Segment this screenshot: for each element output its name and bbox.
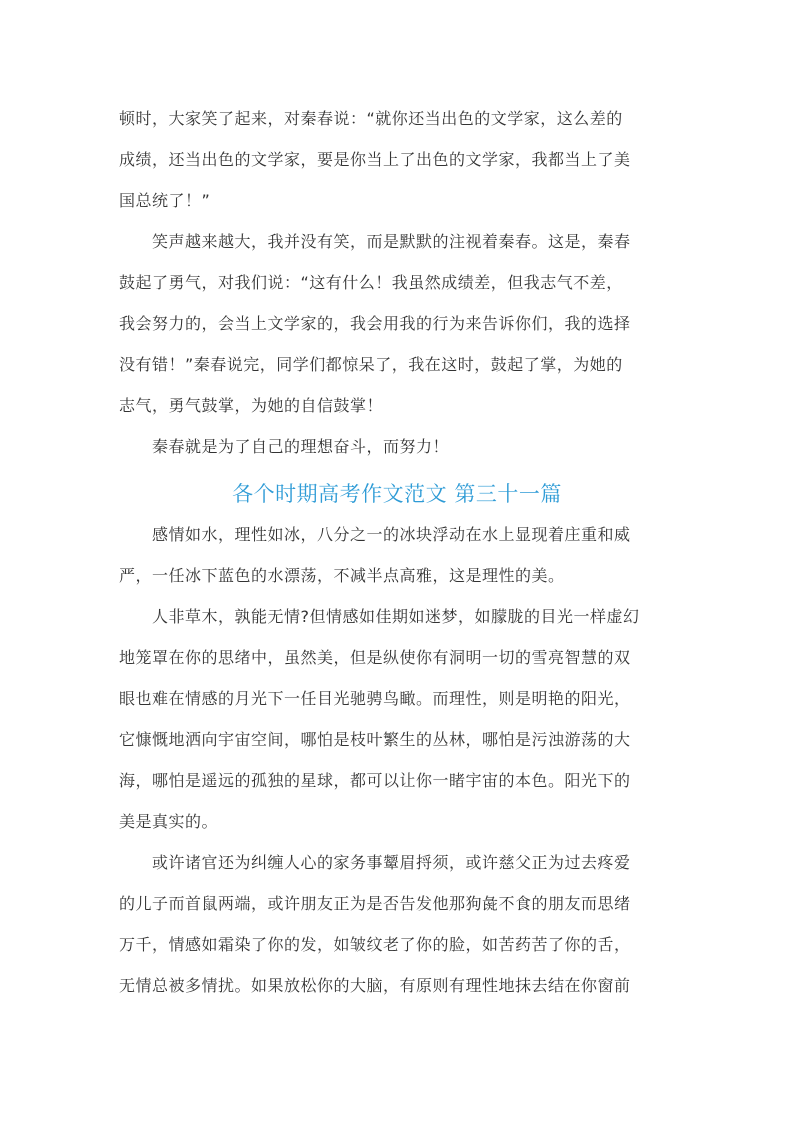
- text-line: 笑声越来越大，我并没有笑，而是默默的注视着秦春。这是，秦春: [119, 232, 631, 251]
- paragraph-block-2: [119, 514, 679, 1006]
- text-line: 的儿子而首鼠两端，或许朋友正为是否告发他那狗彘不食的朋友而思绪: [119, 894, 631, 913]
- text-line: 感情如水，理性如冰，八分之一的冰块浮动在水上显现着庄重和威: [119, 525, 631, 544]
- paragraph-block-1: [119, 98, 679, 467]
- section-heading: 各个时期高考作文范文 第三十一篇: [232, 482, 562, 506]
- text-line: 无情总被多情扰。如果放松你的大脑，有原则有理性地抹去结在你窗前: [119, 976, 631, 995]
- text-line: 海，哪怕是遥远的孤独的星球，都可以让你一睹宇宙的本色。阳光下的: [119, 771, 631, 790]
- text-line: 秦春就是为了自己的理想奋斗，而努力！: [119, 437, 450, 456]
- text-line: 成绩，还当出色的文学家，要是你当上了出色的文学家，我都当上了美: [119, 150, 631, 169]
- text-line: 它慷慨地洒向宇宙空间，哪怕是枝叶繁生的丛林，哪怕是污浊游荡的大: [119, 730, 631, 749]
- text-line: 美是真实的。: [119, 812, 219, 831]
- text-line: 严，一任冰下蓝色的水漂荡，不减半点高雅，这是理性的美。: [119, 566, 565, 585]
- text-line: 人非草木，孰能无情?但情感如佳期如迷梦，如朦胧的目光一样虚幻: [119, 607, 640, 626]
- text-line: 顿时，大家笑了起来，对秦春说：“就你还当出色的文学家，这么差的: [119, 109, 623, 128]
- text-line: 万千，情感如霜染了你的发，如皱纹老了你的脸，如苦药苦了你的舌，: [119, 935, 631, 954]
- text-line: 眼也难在情感的月光下一任目光驰骋鸟瞰。而理性，则是明艳的阳光，: [119, 689, 631, 708]
- text-line: 国总统了！”: [119, 191, 211, 210]
- text-line: 地笼罩在你的思绪中，虽然美，但是纵使你有洞明一切的雪亮智慧的双: [119, 648, 631, 667]
- text-line: 或许诸官还为纠缠人心的家务事颦眉捋须，或许慈父正为过去疼爱: [119, 853, 631, 872]
- text-line: 志气，勇气鼓掌，为她的自信鼓掌！: [119, 396, 384, 415]
- text-line: 鼓起了勇气，对我们说：“这有什么！我虽然成绩差，但我志气不差，: [119, 273, 623, 292]
- text-line: 我会努力的，会当上文学家的，我会用我的行为来告诉你们，我的选择: [119, 314, 631, 333]
- text-line: 没有错！”秦春说完，同学们都惊呆了，我在这时，鼓起了掌，为她的: [119, 355, 623, 374]
